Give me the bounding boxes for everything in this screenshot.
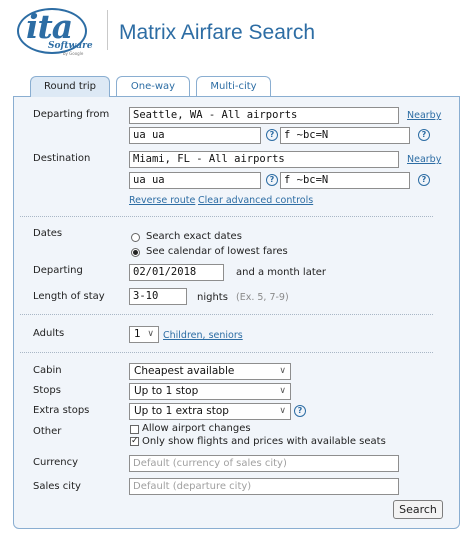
help-icon[interactable]: ? bbox=[294, 405, 306, 417]
divider bbox=[20, 216, 433, 217]
tab-round-trip[interactable]: Round trip bbox=[30, 76, 110, 97]
stay-hint: (Ex. 5, 7-9) bbox=[236, 292, 289, 303]
destination-input[interactable]: Miami, FL - All airports bbox=[129, 151, 399, 168]
stops-value: Up to 1 stop bbox=[134, 385, 199, 397]
stops-label: Stops bbox=[33, 385, 61, 396]
adults-label: Adults bbox=[33, 328, 65, 339]
header-divider bbox=[107, 10, 108, 50]
search-button[interactable]: Search bbox=[393, 500, 443, 519]
dates-label: Dates bbox=[33, 228, 63, 239]
departing-from-input[interactable]: Seattle, WA - All airports bbox=[129, 107, 399, 124]
divider bbox=[20, 314, 433, 315]
adults-select[interactable] bbox=[129, 326, 159, 343]
chevron-down-icon: ∨ bbox=[279, 406, 286, 416]
sales-city-label: Sales city bbox=[33, 481, 81, 492]
extra-stops-label: Extra stops bbox=[33, 405, 90, 416]
cabin-label: Cabin bbox=[33, 365, 62, 376]
other-label: Other bbox=[33, 426, 62, 437]
nights-label: nights bbox=[197, 292, 228, 303]
extra-stops-select[interactable] bbox=[129, 403, 291, 420]
allow-airport-changes-label: Allow airport changes bbox=[142, 423, 251, 434]
clear-advanced-link[interactable]: Clear advanced controls bbox=[198, 195, 314, 206]
length-of-stay-label: Length of stay bbox=[33, 291, 105, 302]
calendar-label: See calendar of lowest fares bbox=[146, 246, 288, 257]
ita-logo: ita bbox=[26, 7, 73, 46]
help-icon[interactable]: ? bbox=[418, 129, 430, 141]
extra-stops-value: Up to 1 extra stop bbox=[134, 405, 229, 417]
departing-label: Departing bbox=[33, 265, 83, 276]
chevron-down-icon: ∨ bbox=[279, 386, 286, 396]
currency-input[interactable]: Default (currency of sales city) bbox=[129, 455, 399, 472]
page-title: Matrix Airfare Search bbox=[119, 21, 316, 44]
cabin-value: Cheapest available bbox=[134, 365, 235, 377]
only-available-label: Only show flights and prices with available seats bbox=[142, 436, 386, 447]
departing-routing-input[interactable]: ua ua bbox=[129, 127, 261, 144]
departing-nearby-link[interactable]: Nearby bbox=[407, 110, 442, 121]
destination-nearby-link[interactable]: Nearby bbox=[407, 154, 442, 165]
allow-airport-changes-checkbox[interactable] bbox=[130, 425, 139, 434]
exact-dates-label: Search exact dates bbox=[146, 231, 242, 242]
ita-logo-software: Software bbox=[48, 41, 93, 51]
departing-extension-input[interactable]: f ~bc=N bbox=[280, 127, 410, 144]
divider bbox=[20, 352, 433, 353]
chevron-down-icon: ∨ bbox=[279, 366, 286, 376]
tab-one-way[interactable]: One-way bbox=[116, 76, 190, 96]
only-available-checkbox[interactable]: ✓ bbox=[131, 436, 139, 446]
currency-label: Currency bbox=[33, 457, 79, 468]
sales-city-input[interactable]: Default (departure city) bbox=[129, 478, 399, 495]
destination-extension-input[interactable]: f ~bc=N bbox=[280, 172, 410, 189]
ita-logo-google: by Google bbox=[63, 51, 84, 56]
reverse-route-link[interactable]: Reverse route bbox=[129, 195, 196, 206]
help-icon[interactable]: ? bbox=[418, 174, 430, 186]
help-icon[interactable]: ? bbox=[266, 174, 278, 186]
children-seniors-link[interactable]: Children, seniors bbox=[163, 330, 243, 341]
chevron-down-icon: ∨ bbox=[147, 329, 154, 339]
radio-exact-dates[interactable] bbox=[131, 233, 140, 242]
length-of-stay-input[interactable]: 3-10 bbox=[129, 288, 187, 305]
adults-value: 1 bbox=[134, 328, 141, 340]
destination-routing-input[interactable]: ua ua bbox=[129, 172, 261, 189]
departing-from-label: Departing from bbox=[33, 109, 110, 120]
help-icon[interactable]: ? bbox=[266, 129, 278, 141]
destination-label: Destination bbox=[33, 153, 91, 164]
departing-suffix: and a month later bbox=[236, 267, 327, 278]
radio-calendar[interactable] bbox=[131, 248, 140, 257]
cabin-select[interactable] bbox=[129, 363, 291, 380]
stops-select[interactable] bbox=[129, 383, 291, 400]
tab-multi-city[interactable]: Multi-city bbox=[196, 76, 271, 96]
departing-date-input[interactable]: 02/01/2018 bbox=[129, 264, 224, 281]
